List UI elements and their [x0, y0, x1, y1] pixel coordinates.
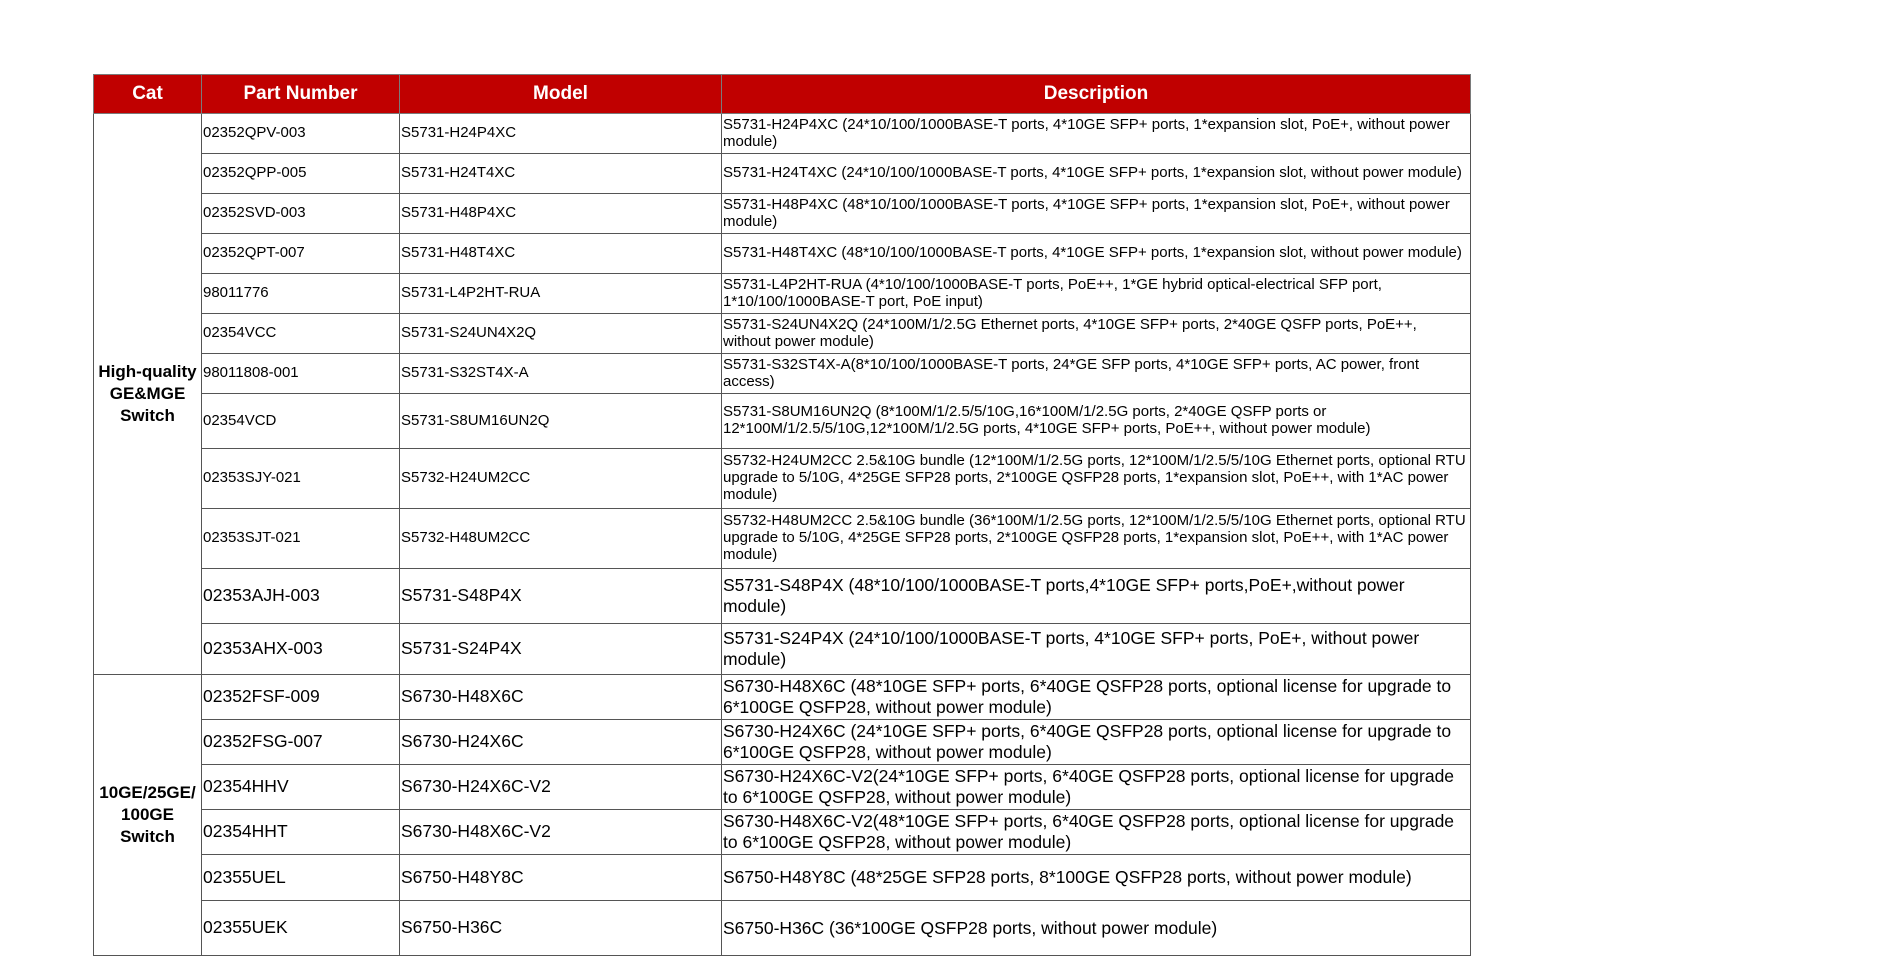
table-row: [94, 154, 1471, 194]
description-cell: S6750-H48Y8C (48*25GE SFP28 ports, 8*100GE QSFP28 ports, without power module): [722, 855, 1471, 901]
category-line: GE&MGE: [109, 383, 186, 403]
description-cell: S5731-L4P2HT-RUA (4*10/100/1000BASE-T ports, PoE++, 1*GE hybrid optical-electrical SFP port, 1*10/100/1000BASE-T port, PoE input): [722, 274, 1471, 314]
part-number-cell: 02353SJY-021: [202, 449, 400, 509]
part-number-cell: 02352FSF-009: [202, 675, 400, 720]
category-line: High-quality: [98, 361, 197, 381]
model-cell: S5731-H24P4XC: [400, 114, 722, 154]
table-row: [94, 765, 1471, 810]
model-cell: S5731-S32ST4X-A: [400, 354, 722, 394]
model-cell: S5731-S24P4X: [400, 624, 722, 675]
header-part-number: Part Number: [202, 75, 400, 114]
category-cell: [94, 675, 202, 956]
header-row: [94, 75, 1471, 114]
table-row: [94, 675, 1471, 720]
table-row: [94, 509, 1471, 569]
table-row: [94, 720, 1471, 765]
model-cell: S5731-S8UM16UN2Q: [400, 394, 722, 449]
table-row: [94, 901, 1471, 956]
description-cell: S5731-S32ST4X-A(8*10/100/1000BASE-T ports, 24*GE SFP ports, 4*10GE SFP+ ports, AC power, front access): [722, 354, 1471, 394]
category-line: Switch: [120, 406, 175, 426]
model-cell: S6730-H48X6C-V2: [400, 810, 722, 855]
table-row: [94, 354, 1471, 394]
description-cell: S6730-H48X6C (48*10GE SFP+ ports, 6*40GE QSFP28 ports, optional license for upgrade to 6*100GE QSFP28, without power module): [722, 675, 1471, 720]
description-cell: S5731-H24P4XC (24*10/100/1000BASE-T ports, 4*10GE SFP+ ports, 1*expansion slot, PoE+, without power module): [722, 114, 1471, 154]
model-cell: S5732-H24UM2CC: [400, 449, 722, 509]
category-cell: [94, 114, 202, 675]
model-cell: S6730-H24X6C-V2: [400, 765, 722, 810]
table-row: [94, 624, 1471, 675]
table-row: [94, 314, 1471, 354]
part-number-cell: 02352QPP-005: [202, 154, 400, 194]
description-cell: S5732-H48UM2CC 2.5&10G bundle (36*100M/1/2.5G ports, 12*100M/1/2.5/5/10G Ethernet ports, optional RTU upgrade to 5/10G, 4*25GE SFP28 ports, 2*100GE QSFP28 ports, 1*expansion slot, PoE++, with 1*AC power module): [722, 509, 1471, 569]
description-cell: S5731-S8UM16UN2Q (8*100M/1/2.5/5/10G,16*100M/1/2.5G ports, 2*40GE QSFP ports or 12*100M/1/2.5/5/10G,12*100M/1/2.5G ports, 4*10GE SFP+ ports, PoE++, without power module): [722, 394, 1471, 449]
model-cell: S6750-H36C: [400, 901, 722, 956]
part-number-cell: 02354VCD: [202, 394, 400, 449]
part-number-cell: 02352FSG-007: [202, 720, 400, 765]
model-cell: S5731-H48P4XC: [400, 194, 722, 234]
model-cell: S5732-H48UM2CC: [400, 509, 722, 569]
part-number-cell: 98011808-001: [202, 354, 400, 394]
table-row: [94, 810, 1471, 855]
category-line: Switch: [120, 827, 175, 847]
header-description: Description: [722, 75, 1471, 114]
part-number-cell: 02352SVD-003: [202, 194, 400, 234]
model-cell: S5731-H48T4XC: [400, 234, 722, 274]
description-cell: S6730-H24X6C (24*10GE SFP+ ports, 6*40GE QSFP28 ports, optional license for upgrade to 6*100GE QSFP28, without power module): [722, 720, 1471, 765]
table-row: [94, 569, 1471, 624]
table-row: [94, 114, 1471, 154]
description-cell: S6730-H48X6C-V2(48*10GE SFP+ ports, 6*40GE QSFP28 ports, optional license for upgrade to 6*100GE QSFP28, without power module): [722, 810, 1471, 855]
product-table-container: [93, 74, 1471, 956]
table-row: [94, 234, 1471, 274]
product-table: [93, 74, 1471, 956]
part-number-cell: 02353AJH-003: [202, 569, 400, 624]
model-cell: S6730-H24X6C: [400, 720, 722, 765]
part-number-cell: 02355UEL: [202, 855, 400, 901]
part-number-cell: 02352QPV-003: [202, 114, 400, 154]
part-number-cell: 02354VCC: [202, 314, 400, 354]
table-row: [94, 449, 1471, 509]
model-cell: S6730-H48X6C: [400, 675, 722, 720]
category-line: 100GE: [121, 804, 174, 824]
header-cat: Cat: [94, 75, 202, 114]
model-cell: S5731-S48P4X: [400, 569, 722, 624]
model-cell: S5731-H24T4XC: [400, 154, 722, 194]
part-number-cell: 02354HHV: [202, 765, 400, 810]
part-number-cell: 02353AHX-003: [202, 624, 400, 675]
description-cell: S5731-H24T4XC (24*10/100/1000BASE-T ports, 4*10GE SFP+ ports, 1*expansion slot, without power module): [722, 154, 1471, 194]
table-row: [94, 274, 1471, 314]
description-cell: S5732-H24UM2CC 2.5&10G bundle (12*100M/1/2.5G ports, 12*100M/1/2.5/5/10G Ethernet ports, optional RTU upgrade to 5/10G, 4*25GE SFP28 ports, 2*100GE QSFP28 ports, 1*expansion slot, PoE++, with 1*AC power module): [722, 449, 1471, 509]
description-cell: S5731-S48P4X (48*10/100/1000BASE-T ports,4*10GE SFP+ ports,PoE+,without power module): [722, 569, 1471, 624]
model-cell: S5731-S24UN4X2Q: [400, 314, 722, 354]
part-number-cell: 98011776: [202, 274, 400, 314]
description-cell: S5731-S24UN4X2Q (24*100M/1/2.5G Ethernet ports, 4*10GE SFP+ ports, 2*40GE QSFP ports, PoE++, without power module): [722, 314, 1471, 354]
description-cell: S5731-H48P4XC (48*10/100/1000BASE-T ports, 4*10GE SFP+ ports, 1*expansion slot, PoE+, without power module): [722, 194, 1471, 234]
model-cell: S5731-L4P2HT-RUA: [400, 274, 722, 314]
header-model: Model: [400, 75, 722, 114]
part-number-cell: 02354HHT: [202, 810, 400, 855]
table-row: [94, 194, 1471, 234]
description-cell: S5731-H48T4XC (48*10/100/1000BASE-T ports, 4*10GE SFP+ ports, 1*expansion slot, without power module): [722, 234, 1471, 274]
description-cell: S6730-H24X6C-V2(24*10GE SFP+ ports, 6*40GE QSFP28 ports, optional license for upgrade to 6*100GE QSFP28, without power module): [722, 765, 1471, 810]
model-cell: S6750-H48Y8C: [400, 855, 722, 901]
description-cell: S6750-H36C (36*100GE QSFP28 ports, without power module): [722, 901, 1471, 956]
part-number-cell: 02355UEK: [202, 901, 400, 956]
part-number-cell: 02352QPT-007: [202, 234, 400, 274]
table-row: [94, 394, 1471, 449]
category-line: 10GE/25GE/: [99, 782, 196, 802]
part-number-cell: 02353SJT-021: [202, 509, 400, 569]
table-row: [94, 855, 1471, 901]
description-cell: S5731-S24P4X (24*10/100/1000BASE-T ports, 4*10GE SFP+ ports, PoE+, without power module): [722, 624, 1471, 675]
